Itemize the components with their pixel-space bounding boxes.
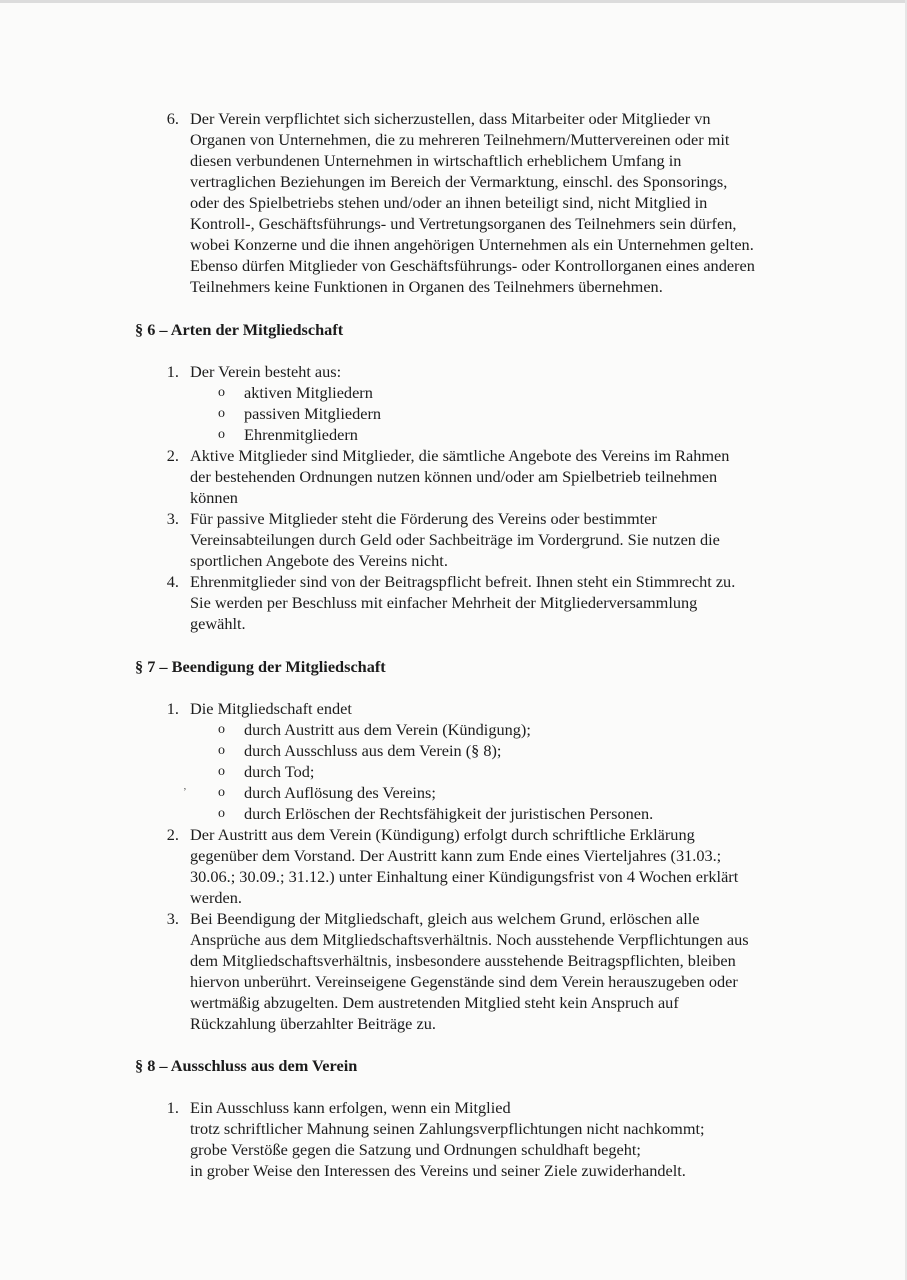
paragraph-line: Ebenso dürfen Mitglieder von Geschäftsführungs- oder Kontrollorganen eines anderen	[190, 256, 755, 275]
scan-speck: ’	[183, 786, 187, 798]
paragraph-line: Der Austritt aus dem Verein (Kündigung) erfolgt durch schriftliche Erklärung	[190, 825, 695, 844]
paragraph-line: Ansprüche aus dem Mitgliedschaftsverhältnis. Noch ausstehende Verpflichtungen aus	[190, 930, 749, 949]
paragraph-line: können	[190, 488, 238, 507]
bullet-marker: o	[218, 785, 225, 800]
sub-item: durch Auflösung des Vereins;	[244, 783, 436, 802]
bullet-marker: o	[218, 806, 225, 821]
paragraph-line: trotz schriftlicher Mahnung seinen Zahlungsverpflichtungen nicht nachkommt;	[190, 1119, 705, 1138]
paragraph-line: diesen verbundenen Unternehmen in wirtschaftlich erheblichem Umfang in	[190, 151, 682, 170]
paragraph-line: dem Mitgliedschaftsverhältnis, insbesondere ausstehende Beitragspflichten, bleiben	[190, 951, 736, 970]
list-number: 2.	[166, 446, 179, 465]
bullet-marker: o	[218, 764, 225, 779]
paragraph-line: Der Verein besteht aus:	[190, 362, 342, 381]
sub-item: durch Tod;	[244, 762, 315, 781]
paragraph-line: werden.	[190, 888, 242, 907]
paragraph-line: Teilnehmers keine Funktionen in Organen des Teilnehmers übernehmen.	[190, 277, 663, 296]
paragraph-line: Rückzahlung überzahlter Beiträge zu.	[190, 1014, 436, 1033]
list-number: 4.	[166, 572, 179, 591]
section-heading: § 8 – Ausschluss aus dem Verein	[135, 1056, 358, 1075]
paragraph-line: wobei Konzerne und die ihnen angehörigen Unternehmen als ein Unternehmen gelten.	[190, 235, 754, 254]
bullet-marker: o	[218, 406, 225, 421]
paragraph-line: Ehrenmitglieder sind von der Beitragspflicht befreit. Ihnen steht ein Stimmrecht zu.	[190, 572, 736, 591]
paragraph-line: der bestehenden Ordnungen nutzen können und/oder am Spielbetrieb teilnehmen	[190, 467, 718, 486]
list-number: 1.	[166, 1098, 179, 1117]
list-number: 3.	[166, 909, 179, 928]
sub-item: durch Ausschluss aus dem Verein (§ 8);	[244, 741, 502, 760]
list-number: 2.	[166, 825, 179, 844]
paragraph-line: 30.06.; 30.09.; 31.12.) unter Einhaltung einer Kündigungsfrist von 4 Wochen erklärt	[190, 867, 739, 886]
bullet-marker: o	[218, 743, 225, 758]
paragraph-line: Ein Ausschluss kann erfolgen, wenn ein Mitglied	[190, 1098, 511, 1117]
paragraph-line: gewählt.	[190, 614, 246, 633]
paragraph-line: wertmäßig abzugelten. Dem austretenden Mitglied steht kein Anspruch auf	[190, 993, 679, 1012]
section-heading: § 6 – Arten der Mitgliedschaft	[135, 320, 344, 339]
section-heading: § 7 – Beendigung der Mitgliedschaft	[135, 657, 386, 676]
sub-item: Ehrenmitgliedern	[244, 425, 358, 444]
paragraph-line: vertraglichen Beziehungen im Bereich der Vermarktung, einschl. des Sponsorings,	[190, 172, 728, 191]
paragraph-line: Vereinsabteilungen durch Geld oder Sachbeiträge im Vordergrund. Sie nutzen die	[190, 530, 720, 549]
list-number: 3.	[166, 509, 179, 528]
paragraph-line: in grober Weise den Interessen des Vereins und seiner Ziele zuwiderhandelt.	[190, 1161, 686, 1180]
paragraph-line: Organen von Unternehmen, die zu mehreren Teilnehmern/Muttervereinen oder mit	[190, 130, 730, 149]
paragraph-line: Der Verein verpflichtet sich sicherzustellen, dass Mitarbeiter oder Mitglieder vn	[190, 109, 711, 128]
paragraph-line: Für passive Mitglieder steht die Förderung des Vereins oder bestimmter	[190, 509, 657, 528]
paragraph-line: Kontroll-, Geschäftsführungs- und Vertretungsorganen des Teilnehmers sein dürfen,	[190, 214, 737, 233]
sub-item: passiven Mitgliedern	[244, 404, 382, 423]
paragraph-line: Die Mitgliedschaft endet	[190, 699, 352, 718]
list-number: 1.	[166, 362, 179, 381]
page-edge	[0, 0, 907, 3]
sub-item: durch Austritt aus dem Verein (Kündigung);	[244, 720, 531, 739]
bullet-marker: o	[218, 427, 225, 442]
bullet-marker: o	[218, 385, 225, 400]
paragraph-line: gegenüber dem Vorstand. Der Austritt kann zum Ende eines Vierteljahres (31.03.;	[190, 846, 722, 865]
sub-item: aktiven Mitgliedern	[244, 383, 373, 402]
list-number: 6.	[166, 109, 179, 128]
paragraph-line: Sie werden per Beschluss mit einfacher Mehrheit der Mitgliederversammlung	[190, 593, 698, 612]
paragraph-line: Aktive Mitglieder sind Mitglieder, die sämtliche Angebote des Vereins im Rahmen	[190, 446, 730, 465]
paragraph-line: oder des Spielbetriebs stehen und/oder an ihnen beteiligt sind, nicht Mitglied in	[190, 193, 708, 212]
paragraph-line: Bei Beendigung der Mitgliedschaft, gleich aus welchem Grund, erlöschen alle	[190, 909, 700, 928]
paragraph-line: sportlichen Angebote des Vereins nicht.	[190, 551, 448, 570]
sub-item: durch Erlöschen der Rechtsfähigkeit der juristischen Personen.	[244, 804, 654, 823]
paragraph-line: grobe Verstöße gegen die Satzung und Ordnungen schuldhaft begeht;	[190, 1140, 641, 1159]
bullet-marker: o	[218, 722, 225, 737]
paragraph-line: hiervon unberührt. Vereinseigene Gegenstände sind dem Verein herauszugeben oder	[190, 972, 738, 991]
list-number: 1.	[166, 699, 179, 718]
